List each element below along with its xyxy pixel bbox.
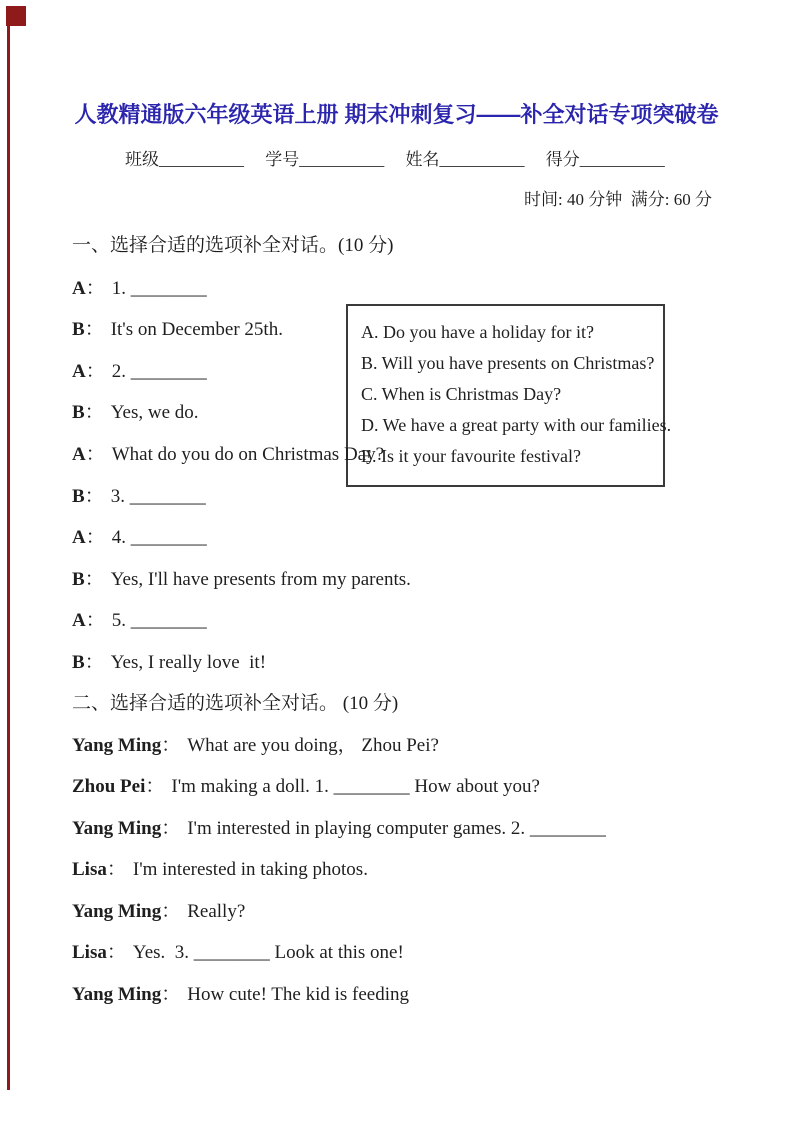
dialog-text: Yes, I really love it! [110, 652, 267, 673]
scan-edge-line [7, 26, 10, 1090]
dialog-line [72, 817, 606, 841]
colon: ： [85, 361, 105, 382]
dialog-text: I'm making a doll. 1. ________ How about you? [171, 776, 540, 797]
speaker-label: A [72, 361, 86, 382]
colon: ： [84, 652, 104, 673]
field-student-number [265, 150, 384, 169]
speaker-label: A [72, 444, 86, 465]
speaker-label: Yang Ming [72, 818, 162, 839]
dialog-line [72, 983, 409, 1007]
field-class-blank: __________ [159, 150, 244, 169]
colon: ： [85, 278, 105, 299]
option-d: D. We have a great party with our families. [361, 415, 672, 435]
field-student-number-label: 学号 [265, 150, 300, 169]
speaker-label: B [72, 486, 85, 507]
speaker-label: B [72, 319, 85, 340]
speaker-label: Yang Ming [72, 901, 162, 922]
dialog-text: Yes, I'll have presents from my parents. [110, 569, 411, 590]
dialog-line [72, 900, 245, 924]
dialog-line [72, 568, 411, 592]
colon: ： [84, 486, 104, 507]
dialog-line [72, 443, 384, 467]
colon: ： [145, 776, 165, 797]
speaker-label: Yang Ming [72, 735, 162, 756]
speaker-label: A [72, 610, 86, 631]
dialog-line [72, 360, 207, 384]
speaker-label: A [72, 278, 86, 299]
field-class [125, 150, 244, 169]
colon: ： [161, 901, 181, 922]
field-name-blank: __________ [439, 150, 525, 169]
dialog-text: 4. ________ [111, 527, 207, 548]
speaker-label: Zhou Pei [72, 776, 146, 797]
speaker-label: B [72, 652, 85, 673]
colon: ： [84, 319, 104, 340]
dialog-text: 2. ________ [111, 361, 207, 382]
colon: ： [161, 735, 181, 756]
field-score [546, 150, 665, 169]
field-name [406, 150, 525, 169]
dialog-text: 1. ________ [111, 278, 207, 299]
option-e: E. Is it your favourite festival? [361, 446, 581, 466]
dialog-line [72, 485, 206, 509]
section2-heading: 二、选择合适的选项补全对话。 (10 分) [72, 693, 399, 714]
speaker-label: A [72, 527, 86, 548]
field-student-number-blank: __________ [299, 150, 385, 169]
dialog-text: Yes. 3. ________ Look at this one! [132, 942, 404, 963]
colon: ： [84, 569, 104, 590]
speaker-label: B [72, 402, 85, 423]
dialog-text: It's on December 25th. [110, 319, 283, 340]
option-c: C. When is Christmas Day? [361, 384, 562, 404]
dialog-line [72, 775, 540, 799]
dialog-text: What do you do on Christmas Day? [111, 444, 385, 465]
dialog-line [72, 318, 283, 342]
dialog-text: 5. ________ [111, 610, 207, 631]
colon: ： [85, 444, 105, 465]
section1-heading: 一、选择合适的选项补全对话。(10 分) [72, 235, 394, 256]
speaker-label: B [72, 569, 85, 590]
dialog-line [72, 941, 404, 965]
time-and-total-score: 时间: 40 分钟 满分: 60 分 [524, 190, 712, 209]
colon: ： [85, 610, 105, 631]
colon: ： [161, 818, 181, 839]
option-b: B. Will you have presents on Christmas? [361, 353, 655, 373]
colon: ： [106, 859, 126, 880]
dialog-line [72, 277, 207, 301]
dialog-line [72, 734, 439, 758]
colon: ： [85, 527, 105, 548]
speaker-label: Yang Ming [72, 984, 162, 1005]
dialog-text: Yes, we do. [110, 402, 199, 423]
dialog-line [72, 526, 207, 550]
option-a: A. Do you have a holiday for it? [361, 322, 594, 342]
dialog-text: Really? [187, 901, 246, 922]
colon: ： [161, 984, 181, 1005]
options-box [346, 304, 672, 487]
speaker-label: Lisa [72, 942, 107, 963]
field-class-label: 班级 [125, 150, 159, 169]
dialog-text: 3. ________ [110, 486, 206, 507]
dialog-line [72, 609, 207, 633]
dialog-text: What are you doing， Zhou Pei? [187, 735, 439, 756]
student-info-row [125, 149, 682, 171]
dialog-text: I'm interested in taking photos. [132, 859, 368, 880]
field-score-blank: __________ [579, 150, 665, 169]
dialog-text: I'm interested in playing computer games. 2. ________ [187, 818, 606, 839]
field-name-label: 姓名 [405, 150, 440, 169]
colon: ： [84, 402, 104, 423]
speaker-label: Lisa [72, 859, 107, 880]
field-score-label: 得分 [545, 150, 580, 169]
page-title: 人教精通版六年级英语上册 期末冲刺复习——补全对话专项突破卷 [74, 102, 719, 127]
dialog-line [72, 401, 199, 425]
scan-corner-mark [6, 6, 26, 26]
dialog-line [72, 651, 266, 675]
dialog-line [72, 858, 368, 882]
dialog-text: How cute! The kid is feeding [187, 984, 410, 1005]
colon: ： [106, 942, 126, 963]
